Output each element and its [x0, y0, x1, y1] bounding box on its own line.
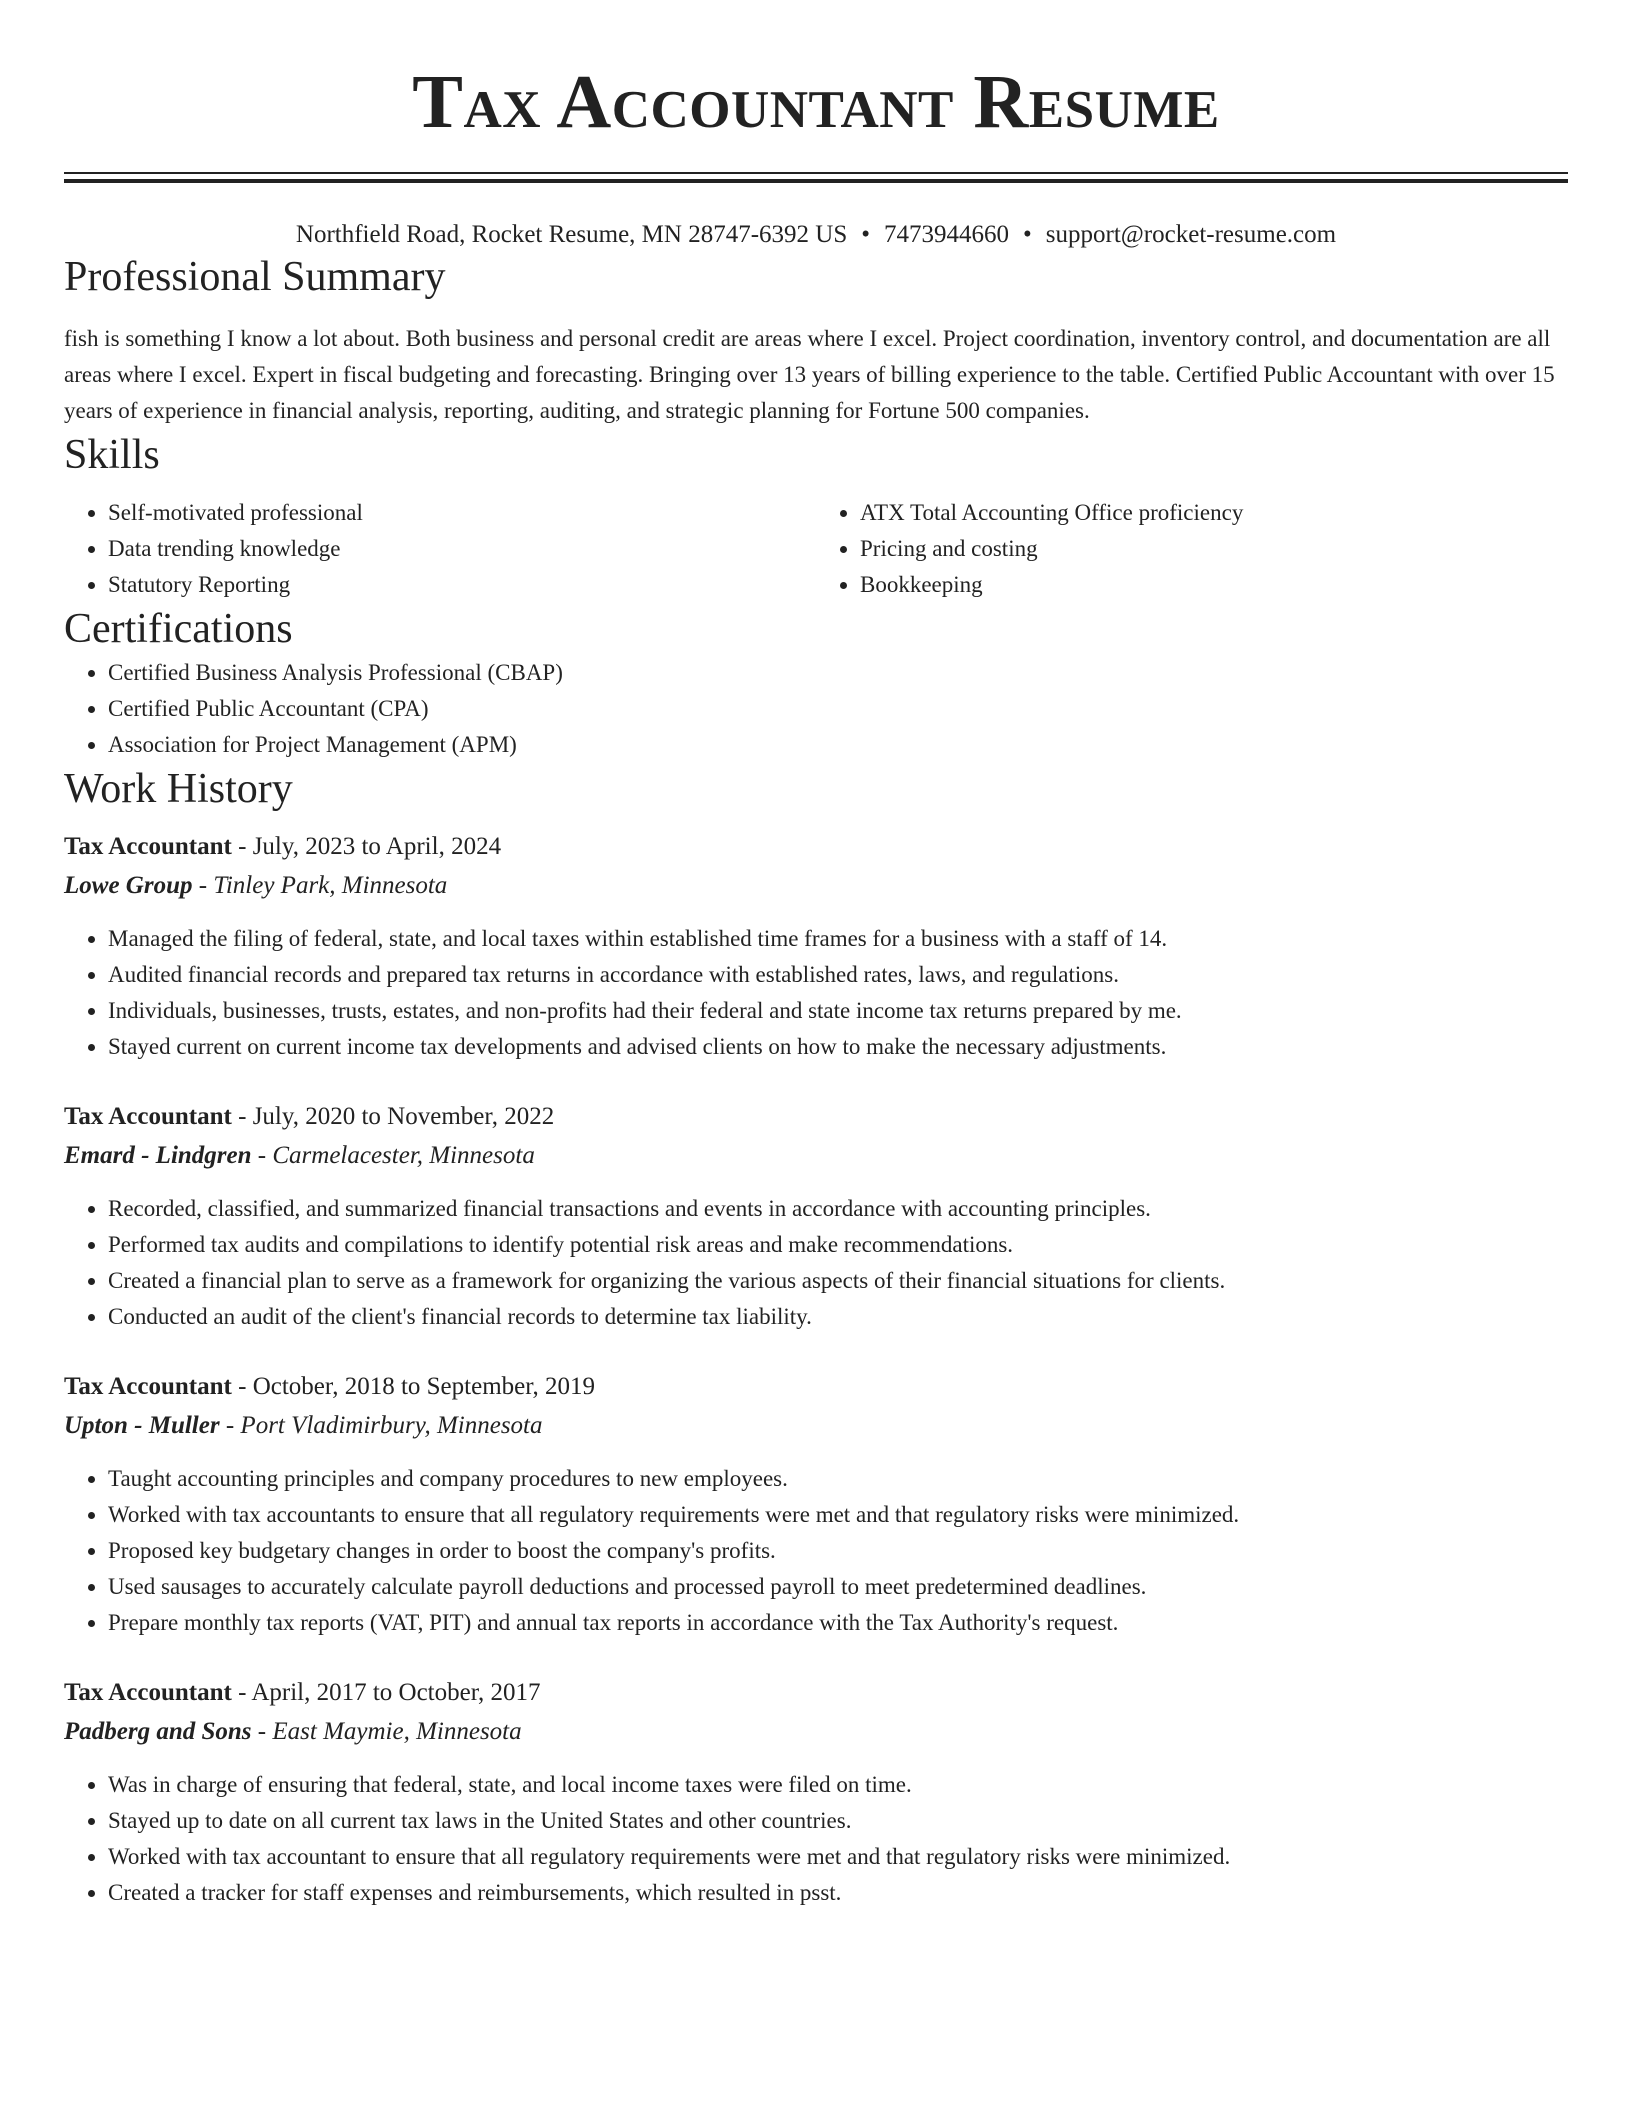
- certifications-heading: Certifications: [64, 606, 293, 652]
- certification-item: • Certified Business Analysis Professional (CBAP): [108, 655, 1568, 691]
- certification-item: • Certified Public Accountant (CPA): [108, 691, 1568, 727]
- job-location: East Maymie, Minnesota: [272, 1718, 522, 1745]
- skills-list: [64, 495, 1568, 603]
- skill-item: • ATX Total Accounting Office proficiency: [860, 495, 1568, 531]
- job-bullet: • Conducted an audit of the client's financial records to determine tax liability.: [108, 1299, 1568, 1335]
- job-dash: -: [231, 1373, 253, 1400]
- job-entry: [64, 829, 1568, 1065]
- contact-separator: •: [861, 221, 871, 248]
- job-role: Tax Accountant: [64, 1103, 232, 1130]
- job-bullet: • Created a tracker for staff expenses and reimbursements, which resulted in psst.: [108, 1875, 1568, 1911]
- job-location: Carmelacester, Minnesota: [272, 1142, 535, 1169]
- resume-title: Tax Accountant Resume: [412, 60, 1220, 144]
- contact-phone: 7473944660: [884, 221, 1010, 248]
- job-bullet: • Used sausages to accurately calculate payroll deductions and processed payroll to meet predetermined deadlines.: [108, 1569, 1568, 1605]
- skill-item: • Data trending knowledge: [108, 531, 816, 567]
- job-bullet: • Worked with tax accountants to ensure that all regulatory requirements were met and that regulatory risks were minimized.: [108, 1497, 1568, 1533]
- job-company: Lowe Group: [64, 872, 193, 899]
- job-bullet: • Created a financial plan to serve as a framework for organizing the various aspects of their financial situations for clients.: [108, 1263, 1568, 1299]
- skill-item: • Statutory Reporting: [108, 567, 816, 603]
- job-entry: [64, 1369, 1568, 1641]
- job-bullet: • Audited financial records and prepared tax returns in accordance with established rates, laws, and regulations.: [108, 957, 1568, 993]
- contact-line: [64, 219, 1568, 251]
- job-bullet: • Was in charge of ensuring that federal, state, and local income taxes were filed on time.: [108, 1767, 1568, 1803]
- contact-address: Northfield Road, Rocket Resume, MN 28747-6392 US: [295, 221, 848, 248]
- summary-text: fish is something I know a lot about. Both business and personal credit are areas where I excel. Project coordination, inventory control, and documentation are all areas where I excel. Expert in fiscal budgeting and forecasting. Bringing over 13 years of billing experience to the table. Certified Public Accountant with over 15 years of experience in financial analysis, reporting, auditing, and strategic planning for Fortune 500 companies.: [64, 326, 1555, 423]
- skill-item: • Bookkeeping: [860, 567, 1568, 603]
- job-bullets: [64, 1191, 1568, 1335]
- contact-email: support@rocket-resume.com: [1045, 221, 1337, 248]
- job-header: [64, 1099, 1568, 1135]
- job-bullets: [64, 1767, 1568, 1911]
- job-bullet: • Performed tax audits and compilations to identify potential risk areas and make recommendations.: [108, 1227, 1568, 1263]
- job-bullet: • Individuals, businesses, trusts, estates, and non-profits had their federal and state income tax returns prepared by me.: [108, 993, 1568, 1029]
- job-location: Tinley Park, Minnesota: [213, 872, 448, 899]
- job-dash: -: [231, 833, 253, 860]
- job-company-line: [64, 1711, 1568, 1753]
- job-bullet: • Worked with tax accountant to ensure that all regulatory requirements were met and that regulatory risks were minimized.: [108, 1839, 1568, 1875]
- job-header: [64, 1675, 1568, 1711]
- job-bullet: • Proposed key budgetary changes in order to boost the company's profits.: [108, 1533, 1568, 1569]
- job-dash: -: [231, 1679, 252, 1706]
- job-role: Tax Accountant: [64, 1373, 232, 1400]
- job-entry: [64, 1099, 1568, 1335]
- job-dates: July, 2023 to April, 2024: [252, 833, 502, 860]
- skills-heading: Skills: [64, 432, 160, 478]
- work-history-heading: Work History: [64, 766, 293, 812]
- job-entry: [64, 1675, 1568, 1911]
- job-bullet: • Stayed current on current income tax developments and advised clients on how to make the necessary adjustments.: [108, 1029, 1568, 1065]
- job-bullet: • Taught accounting principles and company procedures to new employees.: [108, 1461, 1568, 1497]
- job-bullet: • Stayed up to date on all current tax laws in the United States and other countries.: [108, 1803, 1568, 1839]
- job-location: Port Vladimirbury, Minnesota: [240, 1412, 543, 1439]
- job-dates: April, 2017 to October, 2017: [251, 1679, 541, 1706]
- certification-item: • Association for Project Management (APM): [108, 727, 1568, 763]
- job-bullets: [64, 1461, 1568, 1641]
- job-bullet: • Prepare monthly tax reports (VAT, PIT) and annual tax reports in accordance with the Tax Authority's request.: [108, 1605, 1568, 1641]
- job-dates: July, 2020 to November, 2022: [252, 1103, 555, 1130]
- job-dash: -: [219, 1412, 241, 1439]
- job-company: Padberg and Sons: [64, 1718, 252, 1745]
- job-dash: -: [251, 1142, 273, 1169]
- job-role: Tax Accountant: [64, 833, 232, 860]
- job-dash: -: [192, 872, 214, 899]
- job-company: Emard - Lindgren: [64, 1142, 252, 1169]
- skill-item: • Pricing and costing: [860, 531, 1568, 567]
- skills-column-left: [64, 495, 816, 603]
- job-dates: October, 2018 to September, 2019: [252, 1373, 596, 1400]
- title-divider: [64, 172, 1568, 183]
- job-bullet: • Managed the filing of federal, state, and local taxes within established time frames for a business with a staff of 14.: [108, 921, 1568, 957]
- job-header: [64, 829, 1568, 865]
- job-header: [64, 1369, 1568, 1405]
- job-dash: -: [251, 1718, 273, 1745]
- job-company-line: [64, 1135, 1568, 1177]
- job-company-line: [64, 1405, 1568, 1447]
- summary-heading: Professional Summary: [64, 254, 446, 300]
- job-company-line: [64, 865, 1568, 907]
- job-dash: -: [231, 1103, 253, 1130]
- job-company: Upton - Muller: [64, 1412, 220, 1439]
- certifications-list: [64, 655, 1568, 763]
- job-role: Tax Accountant: [64, 1679, 232, 1706]
- job-bullets: [64, 921, 1568, 1065]
- job-bullet: • Recorded, classified, and summarized financial transactions and events in accordance with accounting principles.: [108, 1191, 1568, 1227]
- skill-item: • Self-motivated professional: [108, 495, 816, 531]
- contact-separator: •: [1023, 221, 1032, 248]
- skills-column-right: [816, 495, 1568, 603]
